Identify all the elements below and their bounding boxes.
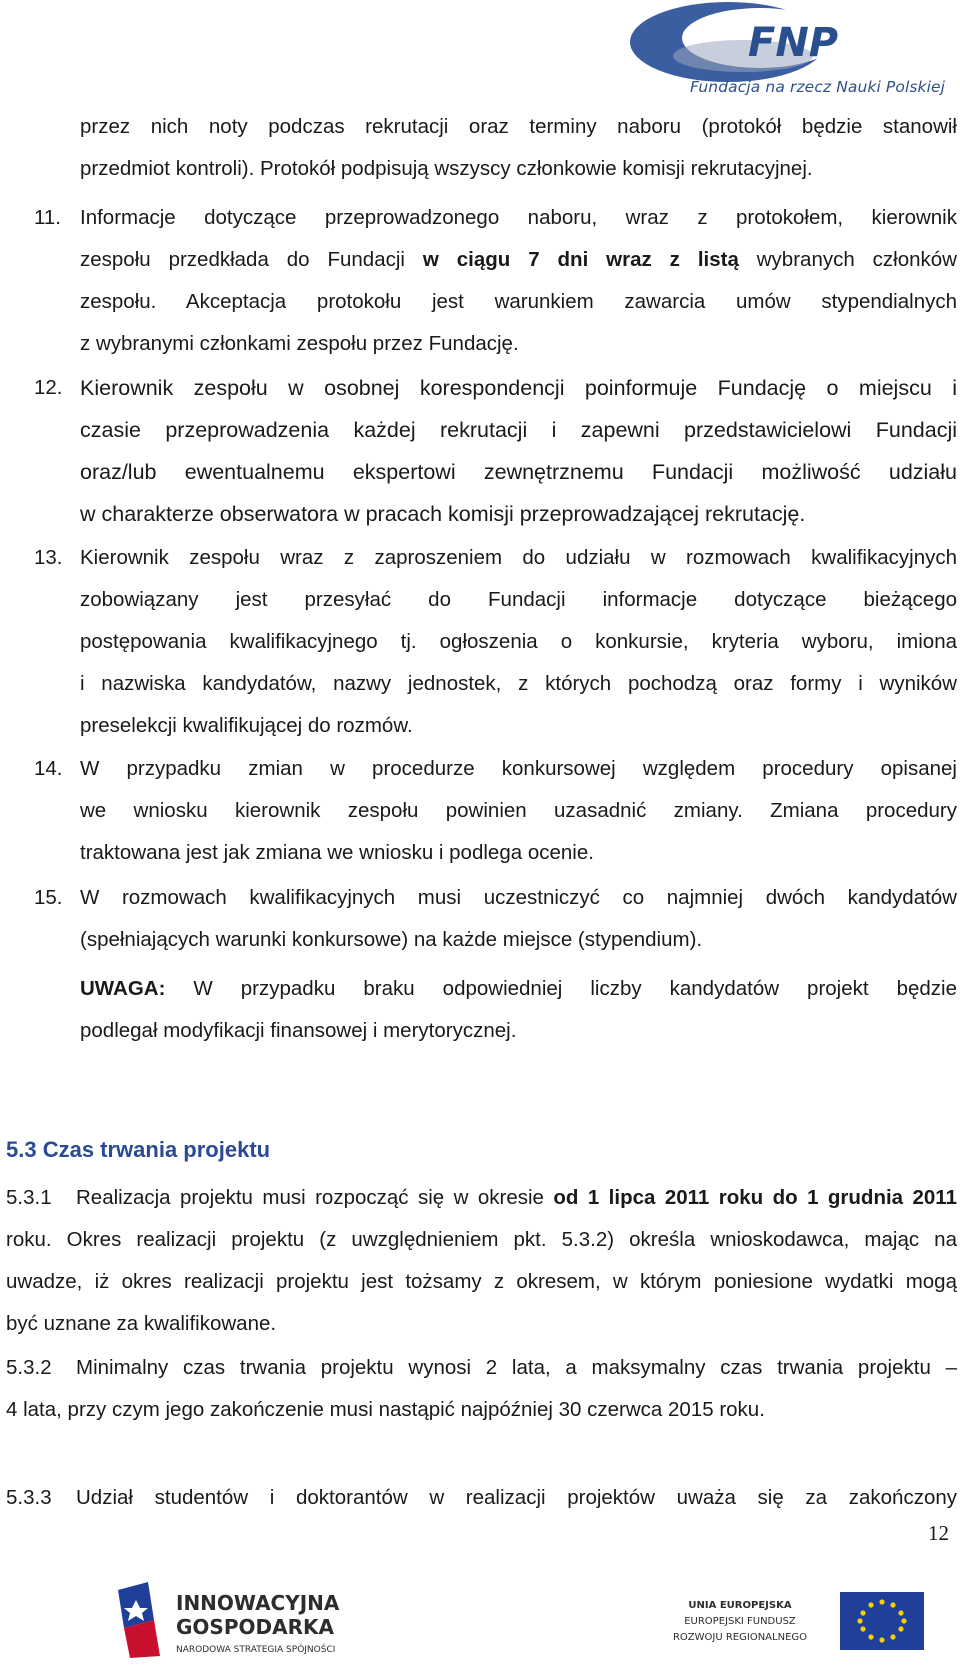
text-run: Minimalny czas trwania projektu wynosi 2 lata, a maksymalny czas trwania projektu –	[76, 1356, 957, 1379]
list-number-13: 13.	[34, 546, 63, 569]
eu-logo	[650, 1588, 950, 1654]
section-heading: 5.3 Czas trwania projektu	[6, 1137, 271, 1162]
subsection-number: 5.3.3	[6, 1486, 52, 1509]
text-line: traktowana jest jak zmiana we wniosku i podlega ocenie.	[80, 841, 594, 864]
svg-text:INNOWACYJNA: INNOWACYJNA	[176, 1591, 340, 1615]
text-line: 4 lata, przy czym jego zakończenie musi nastąpić najpóźniej 30 czerwca 2015 roku.	[6, 1398, 765, 1421]
list-item-11	[80, 197, 957, 365]
text-line: we wniosku kierownik zespołu powinien uzasadnić zmiany. Zmiana procedury	[80, 799, 957, 822]
text-line: W przypadku zmian w procedurze konkursowej względem procedury opisanej	[80, 757, 957, 780]
subsection-5-3-2	[6, 1347, 957, 1431]
text-line: W rozmowach kwalifikacyjnych musi uczestniczyć co najmniej dwóch kandydatów	[80, 886, 957, 909]
text-line	[6, 1477, 957, 1519]
text-run: Realizacja projektu musi rozpocząć się w okresie	[76, 1186, 554, 1209]
text-line	[6, 1177, 957, 1219]
text-line: zespołu. Akceptacja protokołu jest warunkiem zawarcia umów stypendialnych	[80, 290, 957, 313]
subsection-5-3-1	[6, 1177, 957, 1345]
text-line	[80, 239, 957, 281]
text-run: W przypadku braku odpowiedniej liczby kandydatów projekt będzie	[165, 977, 957, 1000]
uwaga-label: UWAGA:	[80, 977, 166, 1000]
text-run: Udział studentów i doktorantów w realizacji projektów uważa się za zakończony	[76, 1486, 957, 1509]
text-line: postępowania kwalifikacyjnego tj. ogłoszenia o konkursie, kryteria wyboru, imiona	[80, 630, 957, 653]
text-line: czasie przeprowadzenia każdej rekrutacji i zapewni przedstawicielowi Fundacji	[80, 418, 957, 442]
text-line	[6, 1347, 957, 1389]
svg-text:NARODOWA STRATEGIA SPÓJNOŚCI: NARODOWA STRATEGIA SPÓJNOŚCI	[176, 1645, 336, 1655]
svg-text:ROZWOJU REGIONALNEGO: ROZWOJU REGIONALNEGO	[672, 1632, 808, 1643]
list-number-12: 12.	[34, 376, 63, 399]
text-line: przedmiot kontroli). Protokół podpisują wszyscy członkowie komisji rekrutacyjnej.	[80, 157, 813, 180]
bold-text: w ciągu 7 dni wraz z listą	[422, 248, 739, 271]
list-number-15: 15.	[34, 886, 63, 909]
svg-text:EUROPEJSKI FUNDUSZ: EUROPEJSKI FUNDUSZ	[684, 1616, 796, 1627]
list-item-14	[80, 748, 957, 874]
text-run: zespołu przedkłada do Fundacji	[80, 248, 423, 271]
text-line	[80, 968, 957, 1010]
text-line: roku. Okres realizacji projektu (z uwzględnieniem pkt. 5.3.2) określa wnioskodawca, mając na	[6, 1228, 957, 1251]
paragraph-intro	[80, 106, 957, 190]
text-line: Kierownik zespołu w osobnej korespondencji poinformuje Fundację o miejscu i	[80, 376, 957, 400]
fnp-logo-caption: Fundacja na rzecz Nauki Polskiej	[690, 78, 946, 96]
text-line: podlegał modyfikacji finansowej i merytorycznej.	[80, 1019, 517, 1042]
list-number-11: 11.	[34, 206, 61, 229]
svg-text:GOSPODARKA: GOSPODARKA	[176, 1615, 334, 1639]
svg-text:UNIA EUROPEJSKA: UNIA EUROPEJSKA	[688, 1600, 792, 1611]
text-line: preselekcji kwalifikującej do rozmów.	[80, 714, 413, 737]
subsection-number: 5.3.2	[6, 1356, 52, 1379]
bold-text: od 1 lipca 2011 roku do 1 grudnia 2011	[553, 1186, 957, 1209]
text-line: przez nich noty podczas rekrutacji oraz terminy naboru (protokół będzie stanowił	[80, 115, 957, 138]
text-line: uwadze, iż okres realizacji projektu jest tożsamy z okresem, w którym poniesione wydatki mogą	[6, 1270, 957, 1293]
list-item-13	[80, 537, 957, 747]
page-number: 12	[928, 1521, 949, 1545]
text-line: Informacje dotyczące przeprowadzonego naboru, wraz z protokołem, kierownik	[80, 206, 957, 229]
subsection-number: 5.3.1	[6, 1186, 52, 1209]
svg-text:FNP: FNP	[748, 20, 839, 66]
list-item-15	[80, 877, 957, 961]
list-item-12	[80, 367, 957, 535]
uwaga-note	[80, 968, 957, 1052]
text-line: (spełniających warunki konkursowe) na każde miejsce (stypendium).	[80, 928, 703, 951]
text-line: w charakterze obserwatora w pracach komisji przeprowadzającej rekrutację.	[80, 502, 806, 526]
text-line: z wybranymi członkami zespołu przez Fundację.	[80, 332, 519, 355]
text-line: zobowiązany jest przesyłać do Fundacji informacje dotyczące bieżącego	[80, 588, 957, 611]
innowacyjna-gospodarka-logo	[110, 1580, 370, 1660]
text-run: wybranych członków	[738, 248, 957, 271]
text-line: być uznane za kwalifikowane.	[6, 1312, 277, 1335]
text-line: i nazwiska kandydatów, nazwy jednostek, z których pochodzą oraz formy i wyników	[80, 672, 957, 695]
list-number-14: 14.	[34, 757, 63, 780]
subsection-5-3-3	[6, 1477, 957, 1519]
text-line: oraz/lub ewentualnemu ekspertowi zewnętrznemu Fundacji możliwość udziału	[80, 460, 957, 484]
text-line: Kierownik zespołu wraz z zaproszeniem do udziału w rozmowach kwalifikacyjnych	[80, 546, 957, 569]
